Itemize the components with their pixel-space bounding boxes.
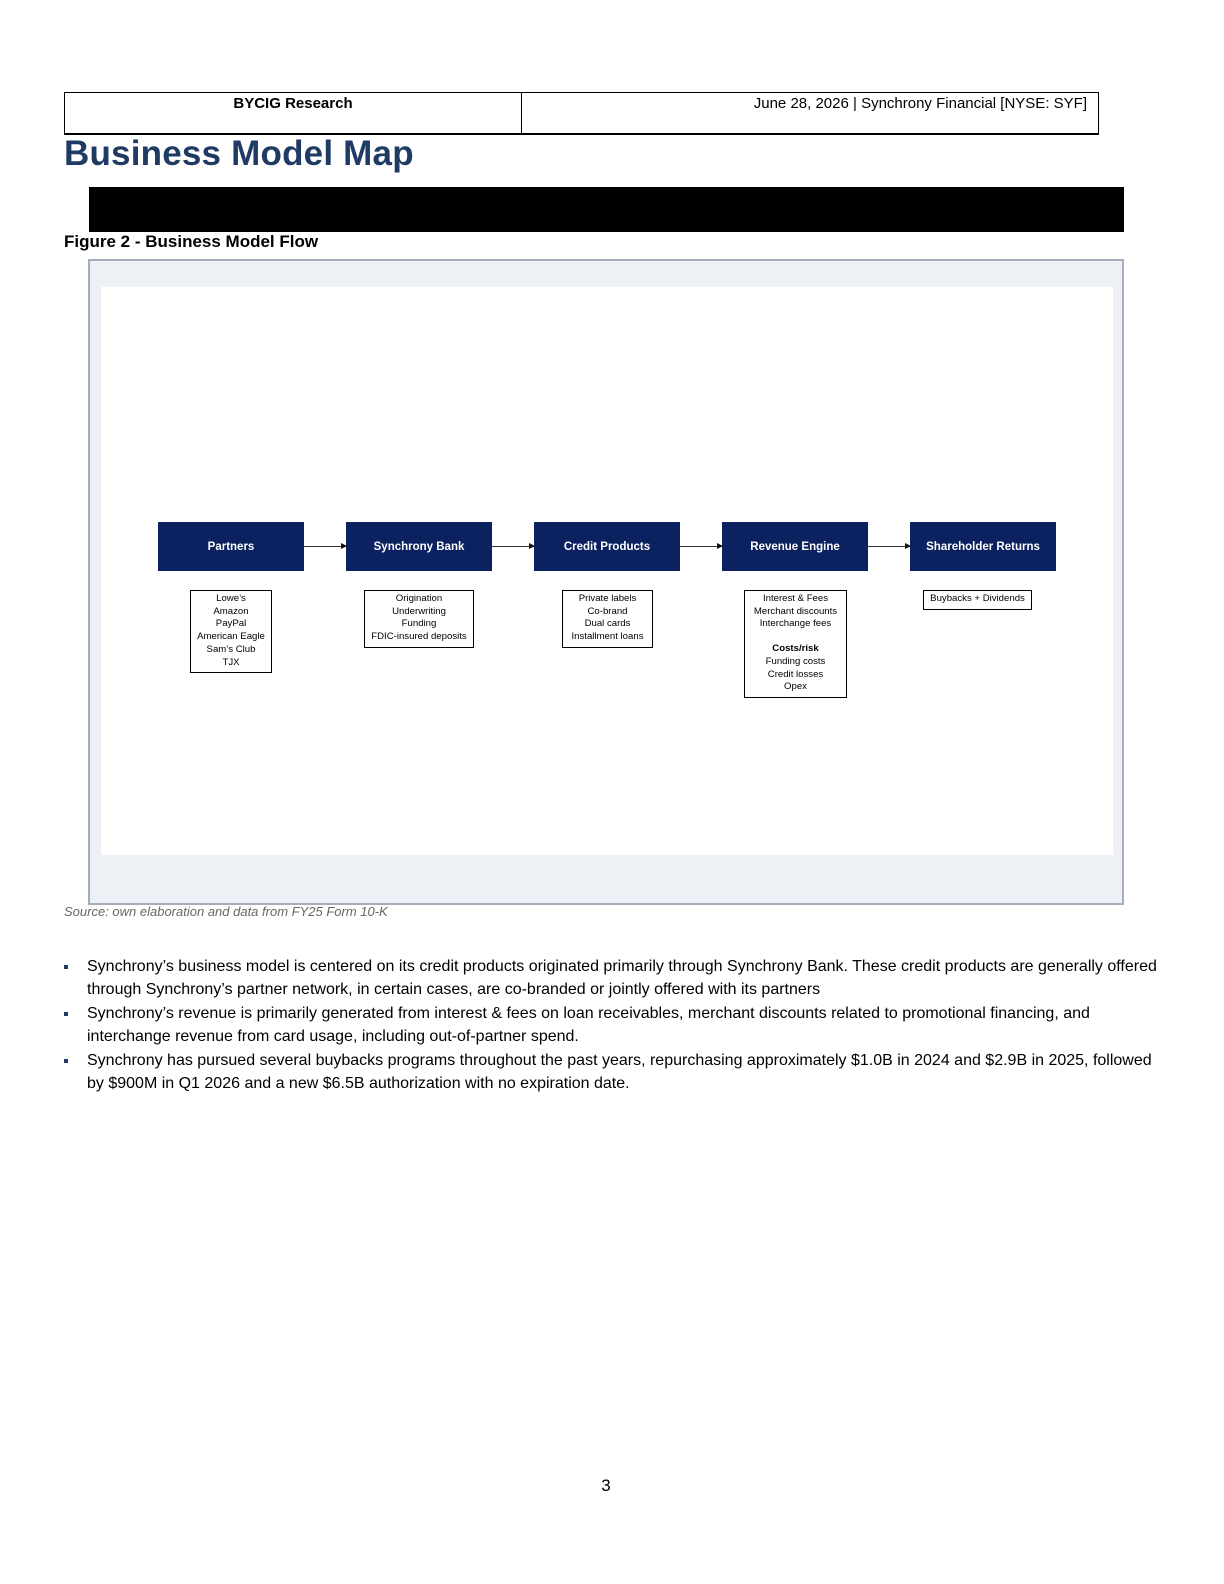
bullet-item bbox=[64, 955, 1164, 1001]
detail-item: Interest & Fees bbox=[762, 593, 829, 604]
detail-item: PayPal bbox=[215, 618, 247, 630]
detail-item: Co-brand bbox=[587, 605, 628, 617]
bullet-text: Synchrony’s revenue is primarily generated from interest & fees on loan receivables, merchant discounts related to promotional financing, and interchange revenue from card usage, including out-of-partner spend. bbox=[87, 1005, 1090, 1045]
detail-item: Interchange fees bbox=[759, 618, 832, 630]
detail-item: FDIC-insured deposits bbox=[371, 631, 467, 643]
returns-detail-box bbox=[923, 590, 1032, 610]
bullet-marker bbox=[64, 965, 68, 969]
detail-item: Dual cards bbox=[584, 618, 631, 630]
stage-shareholder-returns: Shareholder Returns bbox=[910, 522, 1056, 571]
detail-item: Amazon bbox=[213, 605, 249, 617]
flow-arrow bbox=[492, 546, 534, 547]
report-header bbox=[64, 92, 1099, 135]
bullet-text: Synchrony has pursued several buybacks programs throughout the past years, repurchasing approximately $1.0B in 2024 and $2.9B in 2025, followed by $900M in Q1 2026 and a new $6.5B authorization with no expiration date. bbox=[87, 1052, 1152, 1092]
detail-item: American Eagle bbox=[197, 631, 265, 643]
stage-synchrony-bank: Synchrony Bank bbox=[346, 522, 492, 571]
detail-item: Sam’s Club bbox=[206, 643, 256, 655]
cost-item: Funding costs bbox=[765, 655, 826, 667]
stage-revenue-engine: Revenue Engine bbox=[722, 522, 868, 571]
detail-item: Installment loans bbox=[571, 631, 644, 643]
detail-item: Underwriting bbox=[392, 605, 446, 617]
page-number: 3 bbox=[601, 1476, 611, 1495]
figure-caption: Figure 2 - Business Model Flow bbox=[64, 232, 319, 251]
redaction-bar bbox=[89, 187, 1124, 232]
detail-item: Funding bbox=[401, 618, 437, 630]
stage-credit-products: Credit Products bbox=[534, 522, 680, 571]
detail-item: Merchant discounts bbox=[753, 605, 838, 617]
cost-item: Credit losses bbox=[767, 668, 824, 680]
revenue-detail-box bbox=[744, 590, 847, 698]
cost-item: Opex bbox=[784, 681, 807, 693]
bank-detail-box bbox=[364, 590, 474, 648]
flow-arrow bbox=[680, 546, 722, 547]
bullet-list bbox=[64, 955, 1164, 1096]
flow-arrow bbox=[868, 546, 910, 547]
detail-item: Buybacks + Dividends bbox=[930, 593, 1025, 604]
stage-partners: Partners bbox=[158, 522, 304, 571]
bullet-text: Synchrony’s business model is centered on its credit products originated primarily through Synchrony Bank. These credit products are generally offered through Synchrony’s partner network, in certain cases, are co-branded or jointly offered with its partners bbox=[87, 958, 1157, 998]
figure-frame bbox=[88, 259, 1124, 905]
page-title: Business Model Map bbox=[64, 134, 414, 173]
bullet-marker bbox=[64, 1012, 68, 1016]
partners-detail-box bbox=[190, 590, 272, 673]
flow-diagram bbox=[101, 287, 1113, 855]
header-date-ticker: June 28, 2026 | Synchrony Financial [NYSE: SYF] bbox=[753, 95, 1087, 112]
header-publisher: BYCIG Research bbox=[65, 93, 522, 133]
products-detail-box bbox=[562, 590, 653, 648]
detail-item: Private labels bbox=[578, 593, 637, 604]
detail-item: TJX bbox=[222, 656, 240, 668]
flow-arrow bbox=[304, 546, 346, 547]
bullet-item bbox=[64, 1049, 1164, 1095]
detail-item: Origination bbox=[395, 593, 443, 604]
detail-item: Lowe’s bbox=[216, 593, 246, 604]
bullet-item bbox=[64, 1002, 1164, 1048]
bullet-marker bbox=[64, 1059, 68, 1063]
figure-source: Source: own elaboration and data from FY25 Form 10-K bbox=[64, 904, 388, 919]
costs-heading: Costs/risk bbox=[772, 643, 819, 655]
